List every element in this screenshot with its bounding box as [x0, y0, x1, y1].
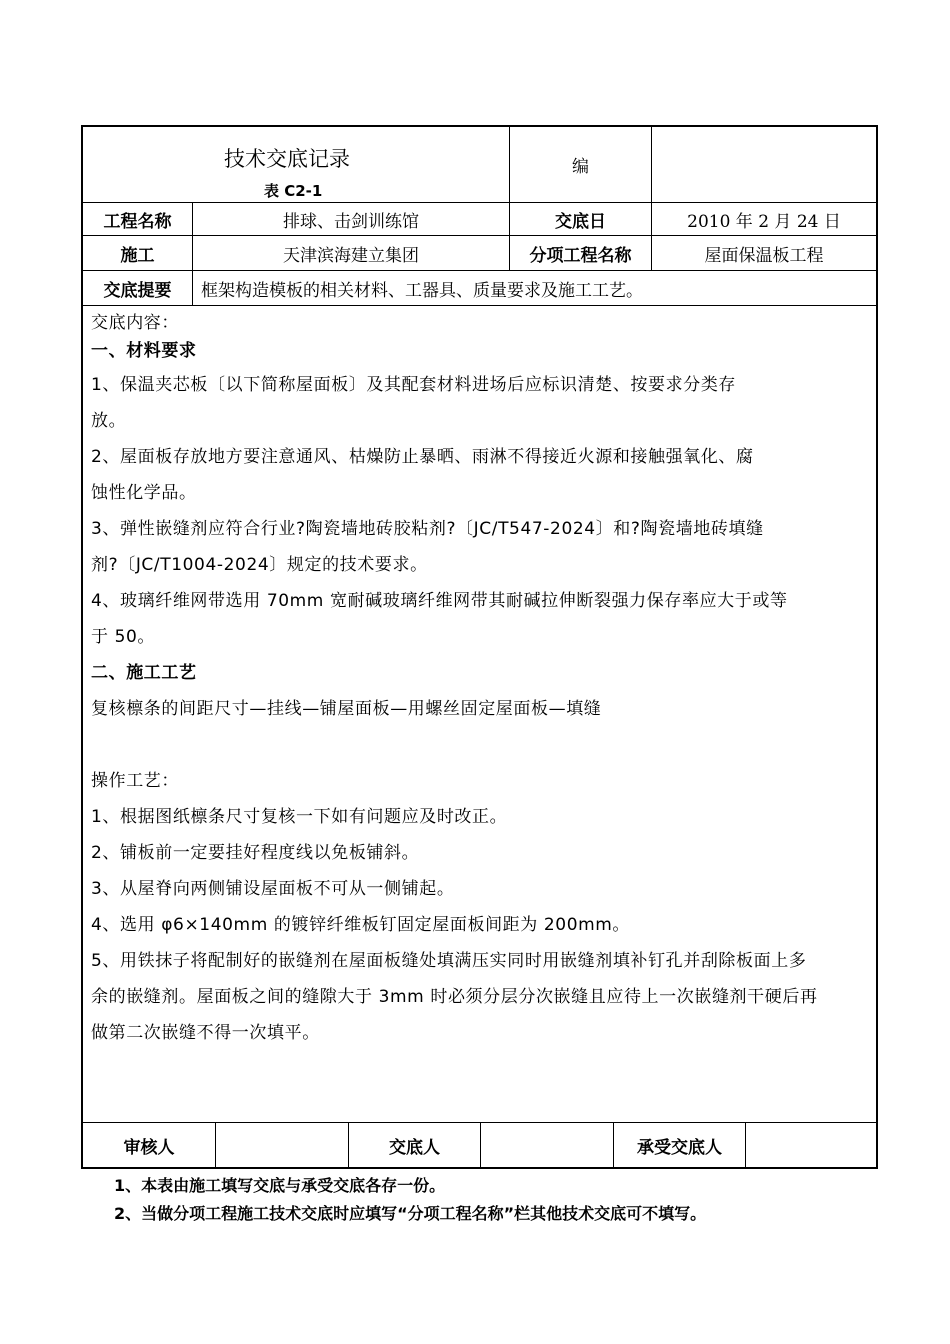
- date-value: 2010 年 2 月 24 日: [687, 211, 841, 232]
- receiver-value: [746, 1123, 876, 1167]
- project-name-value: 排球、击剑训练馆: [283, 211, 419, 232]
- summary-value: 框架构造模板的相关材料、工器具、质量要求及施工工艺。: [201, 280, 643, 301]
- content-line: 蚀性化学品。: [91, 483, 197, 503]
- subproject-label: 分项工程名称: [529, 245, 632, 266]
- construction-label: 施工: [120, 245, 155, 266]
- operation-line: 1、根据图纸檩条尺寸复核一下如有问题应及时改正。: [91, 807, 508, 827]
- blank-line: [91, 727, 873, 763]
- section-heading-process: 二、施工工艺: [91, 663, 197, 683]
- footnote: 1、本表由施工填写交底与承受交底各存一份。: [114, 1176, 446, 1195]
- operation-line: 3、从屋脊向两侧铺设屋面板不可从一侧铺起。: [91, 879, 455, 899]
- form-number: 表 C2-1: [264, 182, 323, 200]
- operation-line: 余的嵌缝剂。屋面板之间的缝隙大于 3mm 时必须分层分次嵌缝且应待上一次嵌缝剂干硬后再: [91, 987, 818, 1007]
- row-divider: [83, 305, 876, 306]
- discloser-value: [481, 1123, 613, 1167]
- construction-value: 天津滨海建立集团: [283, 245, 419, 266]
- content-line: 剂?〔JC/T1004-2024〕规定的技术要求。: [91, 555, 428, 575]
- form-title: 技术交底记录: [224, 147, 350, 171]
- technical-disclosure-form: [81, 125, 878, 1169]
- content-line: 放。: [91, 411, 127, 431]
- operation-line: 5、用铁抹子将配制好的嵌缝剂在屋面板缝处填满压实同时用嵌缝剂填补钉孔并刮除板面上多: [91, 951, 807, 971]
- discloser-label: 交底人: [389, 1137, 440, 1158]
- section-heading-materials: 一、材料要求: [91, 341, 197, 361]
- date-label: 交底日: [555, 211, 606, 232]
- content-line: 3、弹性嵌缝剂应符合行业?陶瓷墙地砖胶粘剂?〔JC/T547-2024〕和?陶瓷墙地砖填缝: [91, 519, 764, 539]
- bian-value: [652, 127, 876, 202]
- content-line: 2、屋面板存放地方要注意通风、枯燥防止暴晒、雨淋不得接近火源和接触强氧化、腐: [91, 447, 754, 467]
- operation-line: 做第二次嵌缝不得一次填平。: [91, 1023, 320, 1043]
- bian-label: 编: [572, 157, 589, 177]
- content-line: 于 50。: [91, 627, 156, 647]
- footnotes: [114, 1172, 706, 1228]
- reviewer-value: [216, 1123, 348, 1167]
- operation-heading: 操作工艺：: [91, 771, 179, 791]
- operation-line: 2、铺板前一定要挂好程度线以免板铺斜。: [91, 843, 420, 863]
- footnote: 2、当做分项工程施工技术交底时应填写“分项工程名称”栏其他技术交底可不填写。: [114, 1204, 707, 1223]
- project-name-label: 工程名称: [103, 211, 172, 232]
- process-flow: 复核檩条的间距尺寸—挂线—铺屋面板—用螺丝固定屋面板—填缝: [91, 699, 602, 719]
- subproject-value: 屋面保温板工程: [704, 245, 824, 266]
- content-line: 4、玻璃纤维网带选用 70mm 宽耐碱玻璃纤维网带其耐碱拉伸断裂强力保存率应大于或等: [91, 591, 788, 611]
- summary-label: 交底提要: [103, 280, 172, 301]
- content-line: 1、保温夹芯板〔以下简称屋面板〕及其配套材料进场后应标识清楚、按要求分类存: [91, 375, 737, 395]
- disclosure-content: [91, 312, 873, 1051]
- content-heading: 交底内容：: [91, 313, 179, 333]
- operation-line: 4、选用 φ6×140mm 的镀锌纤维板钉固定屋面板间距为 200mm。: [91, 915, 631, 935]
- reviewer-label: 审核人: [123, 1137, 175, 1158]
- receiver-label: 承受交底人: [637, 1137, 722, 1158]
